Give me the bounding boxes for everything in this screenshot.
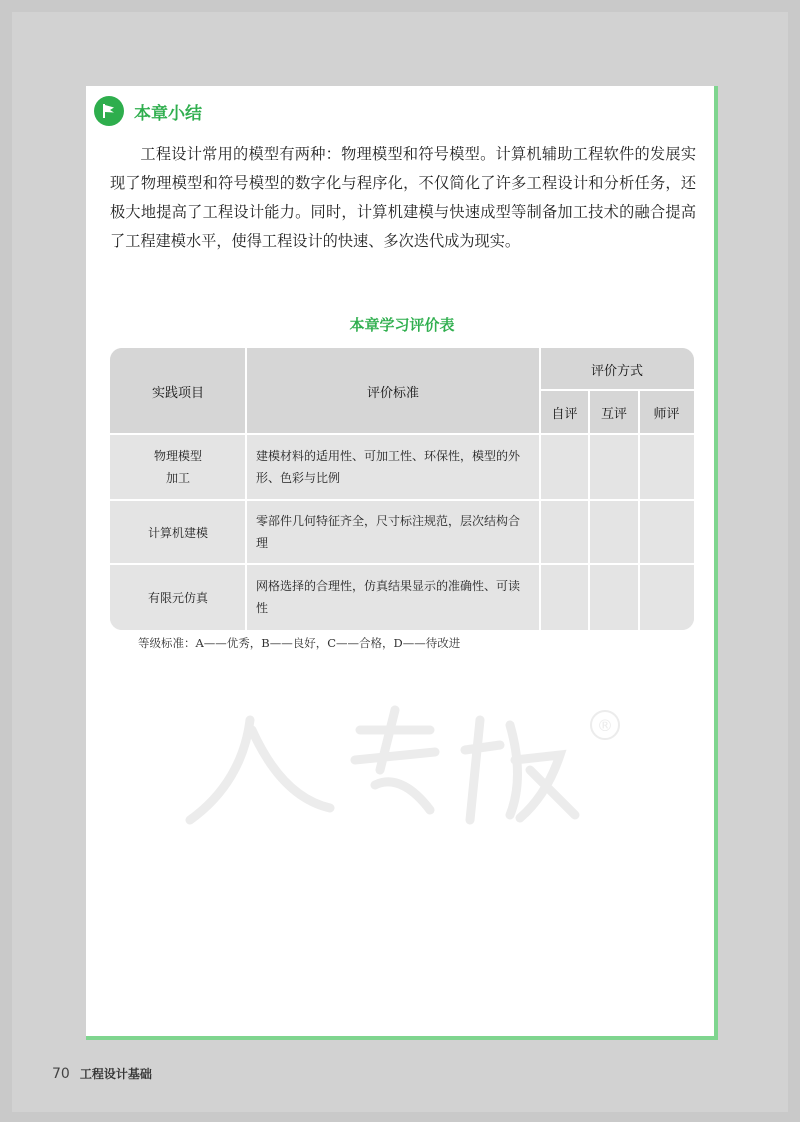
- header-method: 评价方式: [540, 348, 694, 390]
- header-peer: 互评: [589, 390, 639, 434]
- svg-text:®: ®: [597, 716, 613, 735]
- flag-icon: [94, 96, 124, 126]
- header-project: 实践项目: [110, 348, 246, 434]
- table-row-criteria: 网格选择的合理性，仿真结果显示的准确性、可读性: [246, 564, 540, 630]
- table-row-project: 计算机建模: [110, 500, 246, 564]
- evaluation-table: [110, 348, 694, 630]
- section-title: 本章小结: [134, 103, 202, 124]
- table-row-project: 有限元仿真: [110, 564, 246, 630]
- summary-paragraph: 工程设计常用的模型有两种：物理模型和符号模型。计算机辅助工程软件的发展实现了物理模型和符号模型的数字化与程序化，不仅简化了许多工程设计和分析任务，还极大地提高了工程设计能力。同时，计算机建模与快速成型等制备加工技术的融合提高了工程建模水平，使得工程设计的快速、多次迭代成为现实。: [110, 145, 696, 250]
- table-row-criteria: 建模材料的适用性、可加工性、环保性，模型的外形、色彩与比例: [246, 434, 540, 500]
- page-footer: [52, 1065, 152, 1082]
- grade-standard-note: 等级标准：A——优秀，B——良好，C——合格，D——待改进: [138, 636, 461, 650]
- project-line: 物理模型: [153, 449, 202, 463]
- table-row-project: [110, 434, 246, 500]
- header-self: 自评: [540, 390, 589, 434]
- project-line: 加工: [165, 471, 190, 485]
- table-row-criteria: 零部件几何特征齐全，尺寸标注规范，层次结构合理: [246, 500, 540, 564]
- table-title: 本章学习评价表: [349, 316, 455, 334]
- book-title: 工程设计基础: [79, 1067, 152, 1081]
- header-teacher: 师评: [639, 390, 694, 434]
- page-number: 70: [52, 1066, 70, 1082]
- rating-cells: [540, 434, 694, 630]
- section-header: [94, 94, 202, 128]
- header-criteria: 评价标准: [246, 348, 540, 434]
- watermark-logo: [180, 690, 630, 830]
